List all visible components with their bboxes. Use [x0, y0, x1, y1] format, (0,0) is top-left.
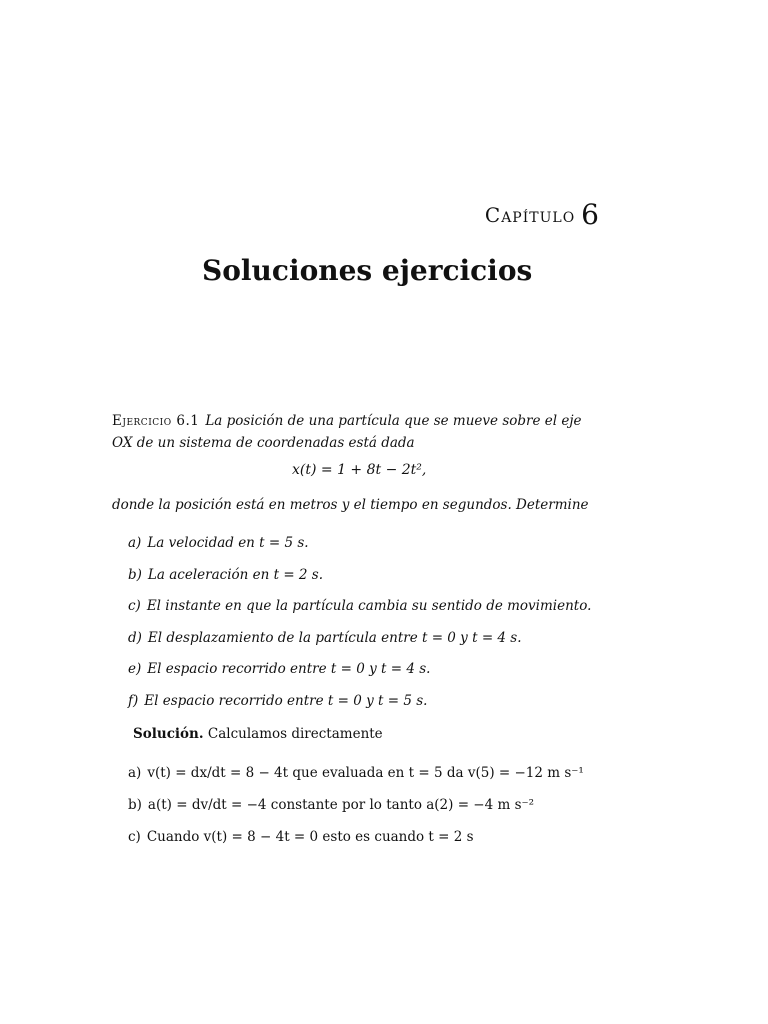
exercise-continuation: donde la posición está en metros y el tiempo en segundos. Determine [112, 497, 589, 513]
exercise-text: La posición de una partícula que se mueve sobre el eje OX de un sistema de coordenadas está dada [112, 413, 582, 451]
answer-marker: a) [128, 765, 142, 781]
item-marker: b) [128, 566, 142, 583]
chapter-label [485, 196, 600, 229]
answer-text: Cuando v(t) = 8 − 4t = 0 esto es cuando t = 2 s [146, 829, 474, 845]
list-item [128, 794, 584, 826]
answer-marker: b) [128, 797, 142, 813]
item-text: El espacio recorrido entre t = 0 y t = 4 s. [147, 661, 431, 677]
item-marker: e) [128, 661, 142, 677]
chapter-label-text: Capítulo [484, 203, 576, 227]
solution-heading [133, 726, 383, 742]
position-equation: x(t) = 1 + 8t − 2t², [292, 462, 427, 478]
list-item [128, 627, 591, 659]
answer-text: a(t) = dv/dt = −4 constante por lo tanto a(2) = −4 m s⁻² [147, 797, 535, 813]
solution-label: Solución. [133, 726, 204, 742]
item-marker: d) [128, 629, 142, 646]
item-marker: a) [128, 535, 142, 551]
list-item [128, 762, 584, 794]
exercise-statement [112, 410, 602, 454]
item-marker: f) [128, 692, 139, 709]
solution-intro: Calculamos directamente [207, 726, 383, 742]
list-item [128, 658, 591, 690]
item-text: La velocidad en t = 5 s. [147, 535, 309, 551]
solution-answers [128, 762, 584, 858]
list-item [128, 690, 591, 722]
exercise-items [128, 532, 591, 721]
item-text: El instante en que la partícula cambia su sentido de movimiento. [146, 598, 592, 614]
item-text: El espacio recorrido entre t = 0 y t = 5 s. [144, 692, 428, 709]
item-text: La aceleración en t = 2 s. [147, 566, 324, 583]
chapter-number: 6 [581, 198, 600, 231]
answer-text: v(t) = dx/dt = 8 − 4t que evaluada en t = 5 da v(5) = −12 m s⁻¹ [147, 765, 584, 781]
item-text: El desplazamiento de la partícula entre t = 0 y t = 4 s. [147, 629, 522, 646]
exercise-label: Ejercicio 6.1 [112, 413, 200, 429]
list-item [128, 564, 591, 596]
list-item [128, 826, 584, 858]
chapter-title: Soluciones ejercicios [202, 254, 533, 287]
item-marker: c) [128, 598, 141, 614]
list-item [128, 532, 591, 564]
list-item [128, 595, 591, 627]
answer-marker: c) [128, 829, 141, 845]
